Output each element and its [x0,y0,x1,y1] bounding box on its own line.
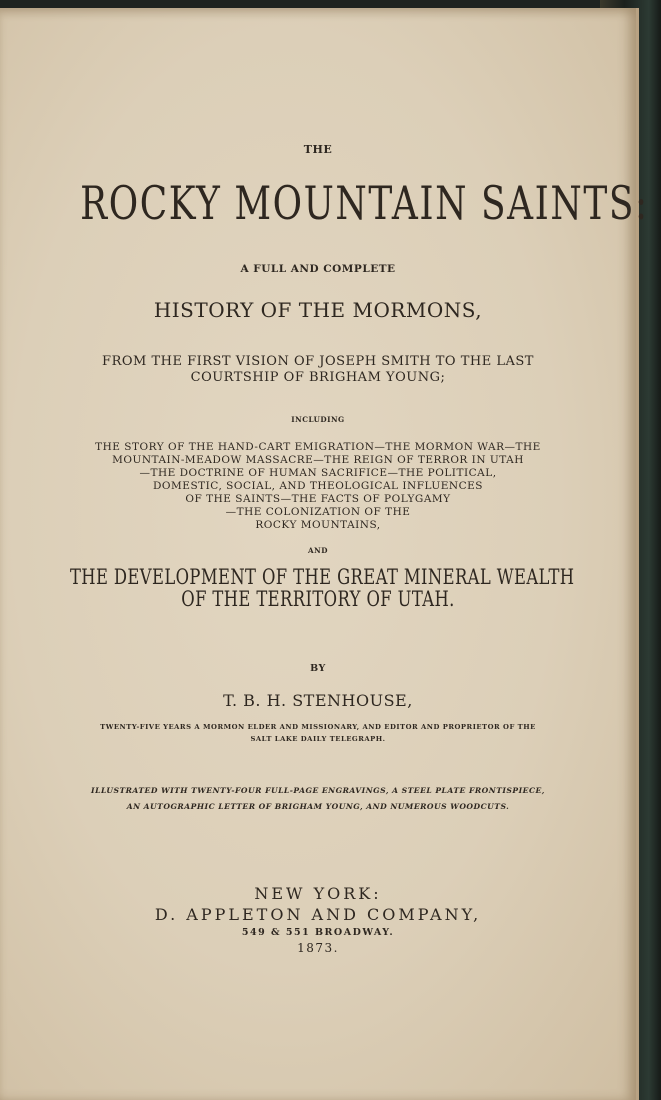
by-label: BY [310,663,326,674]
author-description [0,721,636,745]
subtitle-2: HISTORY OF THE MORMONS, [153,298,483,322]
from-line: FROM THE FIRST VISION OF JOSEPH SMITH TO THE LAST [102,354,534,369]
development-line: THE DEVELOPMENT OF THE GREAT MINERAL WEALTH [69,565,575,589]
contents-line: MOUNTAIN-MEADOW MASSACRE—THE REIGN OF TERROR IN UTAH [112,454,524,466]
illustrated-line: AN AUTOGRAPHIC LETTER OF BRIGHAM YOUNG, AND NUMEROUS WOODCUTS. [126,802,510,811]
contents-lines [0,441,636,532]
contents-line: —THE COLONIZATION OF THE [225,506,411,518]
contents-line: DOMESTIC, SOCIAL, AND THEOLOGICAL INFLUENCES [153,480,483,492]
from-lines [0,354,636,386]
publication-year: 1873. [297,941,339,955]
publisher-address: 549 & 551 BROADWAY. [241,927,395,938]
author-desc-line: TWENTY-FIVE YEARS A MORMON ELDER AND MISSIONARY, AND EDITOR AND PROPRIETOR OF THE [100,723,536,731]
title-page [0,8,649,1100]
including-label: INCLUDING [291,415,345,424]
from-line: COURTSHIP OF BRIGHAM YOUNG; [190,370,446,385]
author-desc-line: SALT LAKE DAILY TELEGRAPH. [250,735,386,743]
author-name: T. B. H. STENHOUSE, [223,691,413,710]
contents-line: THE STORY OF THE HAND-CART EMIGRATION—THE MORMON WAR—THE [95,441,541,453]
publication-place: NEW YORK: [254,884,382,903]
book-title: ROCKY MOUNTAIN SAINTS: [80,176,649,230]
development-lines [0,566,636,610]
subtitle-1: A FULL AND COMPLETE [240,263,396,275]
illustrated-line: ILLUSTRATED WITH TWENTY-FOUR FULL-PAGE ENGRAVINGS, A STEEL PLATE FRONTISPIECE, [91,786,545,795]
contents-line: OF THE SAINTS—THE FACTS OF POLYGAMY [185,493,451,505]
illustrated-note [0,783,636,815]
publisher: D. APPLETON AND COMPANY, [154,905,482,924]
development-line: OF THE TERRITORY OF UTAH. [181,587,455,611]
contents-line: —THE DOCTRINE OF HUMAN SACRIFICE—THE POLITICAL, [139,467,497,479]
the-label: THE [303,143,333,156]
and-label: AND [308,546,328,555]
contents-line: ROCKY MOUNTAINS, [255,519,381,531]
